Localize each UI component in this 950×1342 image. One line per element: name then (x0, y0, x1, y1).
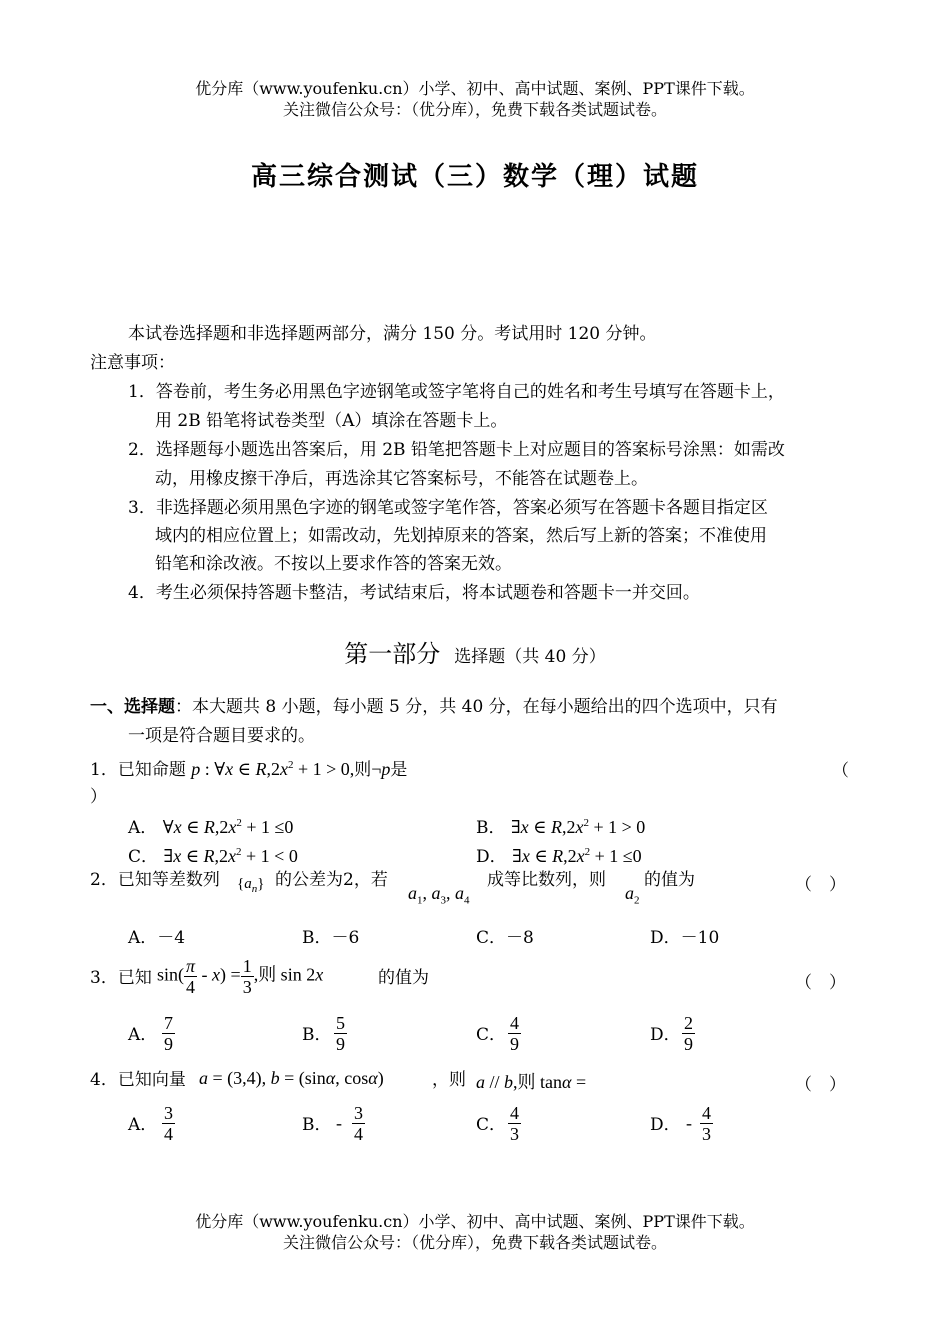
section-heading (0, 634, 950, 669)
q3-option-b-value: $\frac{5}{9}$ (336, 1013, 345, 1054)
q1-prefix: 已知命题 (117, 760, 186, 780)
q4-option-a-label: A． (128, 1115, 158, 1135)
q2-part-2: 的公差为2，若 (275, 870, 388, 890)
q2-sequence-symbol: $\{a_n\}$ (237, 876, 265, 895)
part1-line-a (90, 693, 778, 721)
note-1a: 1．答卷前，考生务必用黑色字迹钢笔或签字笔将自己的姓名和考生号填写在答题卡上， (128, 382, 785, 402)
q2-option-d: D．－10 (650, 928, 720, 948)
q3-option-d-value: $\frac{2}{9}$ (684, 1013, 693, 1054)
q3-option-a-label: A． (128, 1025, 158, 1045)
q4-formula-vectors: a = (3,4), b = (sinα, cosα) (199, 1068, 384, 1088)
q2-part-1: 2．已知等差数列 (90, 870, 220, 890)
q4-option-d-sign: - (686, 1113, 692, 1133)
q4-mid: ，则 (432, 1070, 466, 1090)
q3-prefix: 3．已知 (90, 968, 152, 988)
part1-desc-b: 一项是符合题目要求的。 (128, 726, 315, 746)
note-1b: 用 2B 铅笔将试卷类型（A）填涂在答题卡上。 (155, 411, 508, 431)
section-title: 第一部分 (344, 640, 441, 668)
q1-option-a: A． ∀x ∈ $R,2x^2 + 1 \le 0$ (128, 817, 294, 838)
q4-option-d-value: $\frac{4}{3}$ (702, 1103, 711, 1144)
q4-option-c-value: $\frac{4}{3}$ (510, 1103, 519, 1144)
footer-line-2: 关注微信公众号：（优分库），免费下载各类试题试卷。 (282, 1233, 667, 1252)
q1-option-d: D． ∃x ∈ $R,2x^2 + 1 \le 0$ (476, 846, 642, 867)
q3-option-b-label: B． (302, 1025, 332, 1045)
q2-part-3: 成等比数列，则 (487, 870, 606, 890)
q4-prefix: 4．已知向量 (90, 1070, 186, 1090)
note-3b: 域内的相应位置上；如需改动，先划掉原来的答案，然后写上新的答案；不准使用 (155, 526, 767, 546)
q1-suffix: 是 (390, 760, 408, 780)
q4-answer-paren: （ ） (795, 1075, 846, 1095)
q4-option-d-label: D． (650, 1115, 681, 1135)
q3-formula: sin( $\frac{\pi}{4}$ - x) = $\frac{1}{3}$ ,则 sin 2x (157, 956, 324, 997)
note-2b: 动，用橡皮擦干净后，再选涂其它答案标号，不能答在试题卷上。 (155, 469, 648, 489)
part1-desc-a: ：本大题共 8 小题，每小题 5 分，共 40 分，在每小题给出的四个选项中，只有 (175, 697, 778, 717)
q1-formula: p : ∀x ∈ $R,2x^2 + 1 > 0$, (191, 759, 355, 779)
q2-terms: $a_1$, $a_3$, $a_4$ (408, 883, 470, 907)
q1-option-b: B． ∃x ∈ $R,2x^2 + 1 > 0$ (476, 817, 646, 838)
q2-option-c: C．－8 (476, 928, 534, 948)
q3-suffix: 的值为 (378, 968, 429, 988)
q1-answer-paren-open: （ (832, 761, 849, 781)
q2-a2: $a_2$ (625, 883, 640, 907)
q3-option-d-label: D． (650, 1025, 681, 1045)
q4-option-b-sign: - (336, 1113, 342, 1133)
section-subtitle: 选择题（共 40 分） (454, 647, 606, 667)
q4-option-a-value: $\frac{3}{4}$ (164, 1103, 173, 1144)
footer-line-1: 优分库（www.youfenku.cn）小学、初中、高中试题、案例、PPT课件下载。 (195, 1212, 755, 1231)
q1-answer-paren-close: ） (90, 787, 107, 807)
note-3c: 铅笔和涂改液。不按以上要求作答的答案无效。 (155, 554, 512, 574)
q1-option-c: C． ∃x ∈ $R,2x^2 + 1 < 0$ (128, 846, 298, 867)
q2-answer-paren: （ ） (795, 875, 846, 895)
notes-label: 注意事项： (90, 353, 175, 373)
q1-number: 1． (90, 760, 118, 780)
q3-answer-paren: （ ） (795, 973, 846, 993)
q3-option-c-value: $\frac{4}{9}$ (510, 1013, 519, 1054)
note-2a: 2．选择题每小题选出答案后，用 2B 铅笔把答题卡上对应题目的答案标号涂黑：如需改 (128, 440, 785, 460)
page-title: 高三综合测试（三）数学（理）试题 (250, 162, 699, 192)
header-line-1: 优分库（www.youfenku.cn）小学、初中、高中试题、案例、PPT课件下载。 (195, 79, 755, 98)
q4-option-b-value: $\frac{3}{4}$ (354, 1103, 363, 1144)
intro-text: 本试卷选择题和非选择题两部分，满分 150 分。考试用时 120 分钟。 (128, 324, 657, 344)
header-line-2: 关注微信公众号：（优分库），免费下载各类试题试卷。 (282, 100, 667, 119)
part1-heading: 一、选择题 (90, 697, 175, 717)
question-1: 1．已知命题 p : ∀x ∈ $R,2x^2 + 1 > 0$,则¬p是 (90, 759, 408, 780)
q4-formula-parallel: a // b,则 tanα = (476, 1072, 587, 1092)
q4-option-c-label: C． (476, 1115, 507, 1135)
q2-option-b: B．－6 (302, 928, 360, 948)
q3-option-c-label: C． (476, 1025, 507, 1045)
q4-option-b-label: B． (302, 1115, 332, 1135)
q3-option-a-value: $\frac{7}{9}$ (164, 1013, 173, 1054)
q2-option-a: A．－4 (128, 928, 186, 948)
note-3a: 3．非选择题必须用黑色字迹的钢笔或签字笔作答，答案必须写在答题卡各题目指定区 (128, 498, 768, 518)
q2-part-4: 的值为 (644, 870, 695, 890)
note-4: 4．考生必须保持答题卡整洁，考试结束后，将本试题卷和答题卡一并交回。 (128, 583, 700, 603)
